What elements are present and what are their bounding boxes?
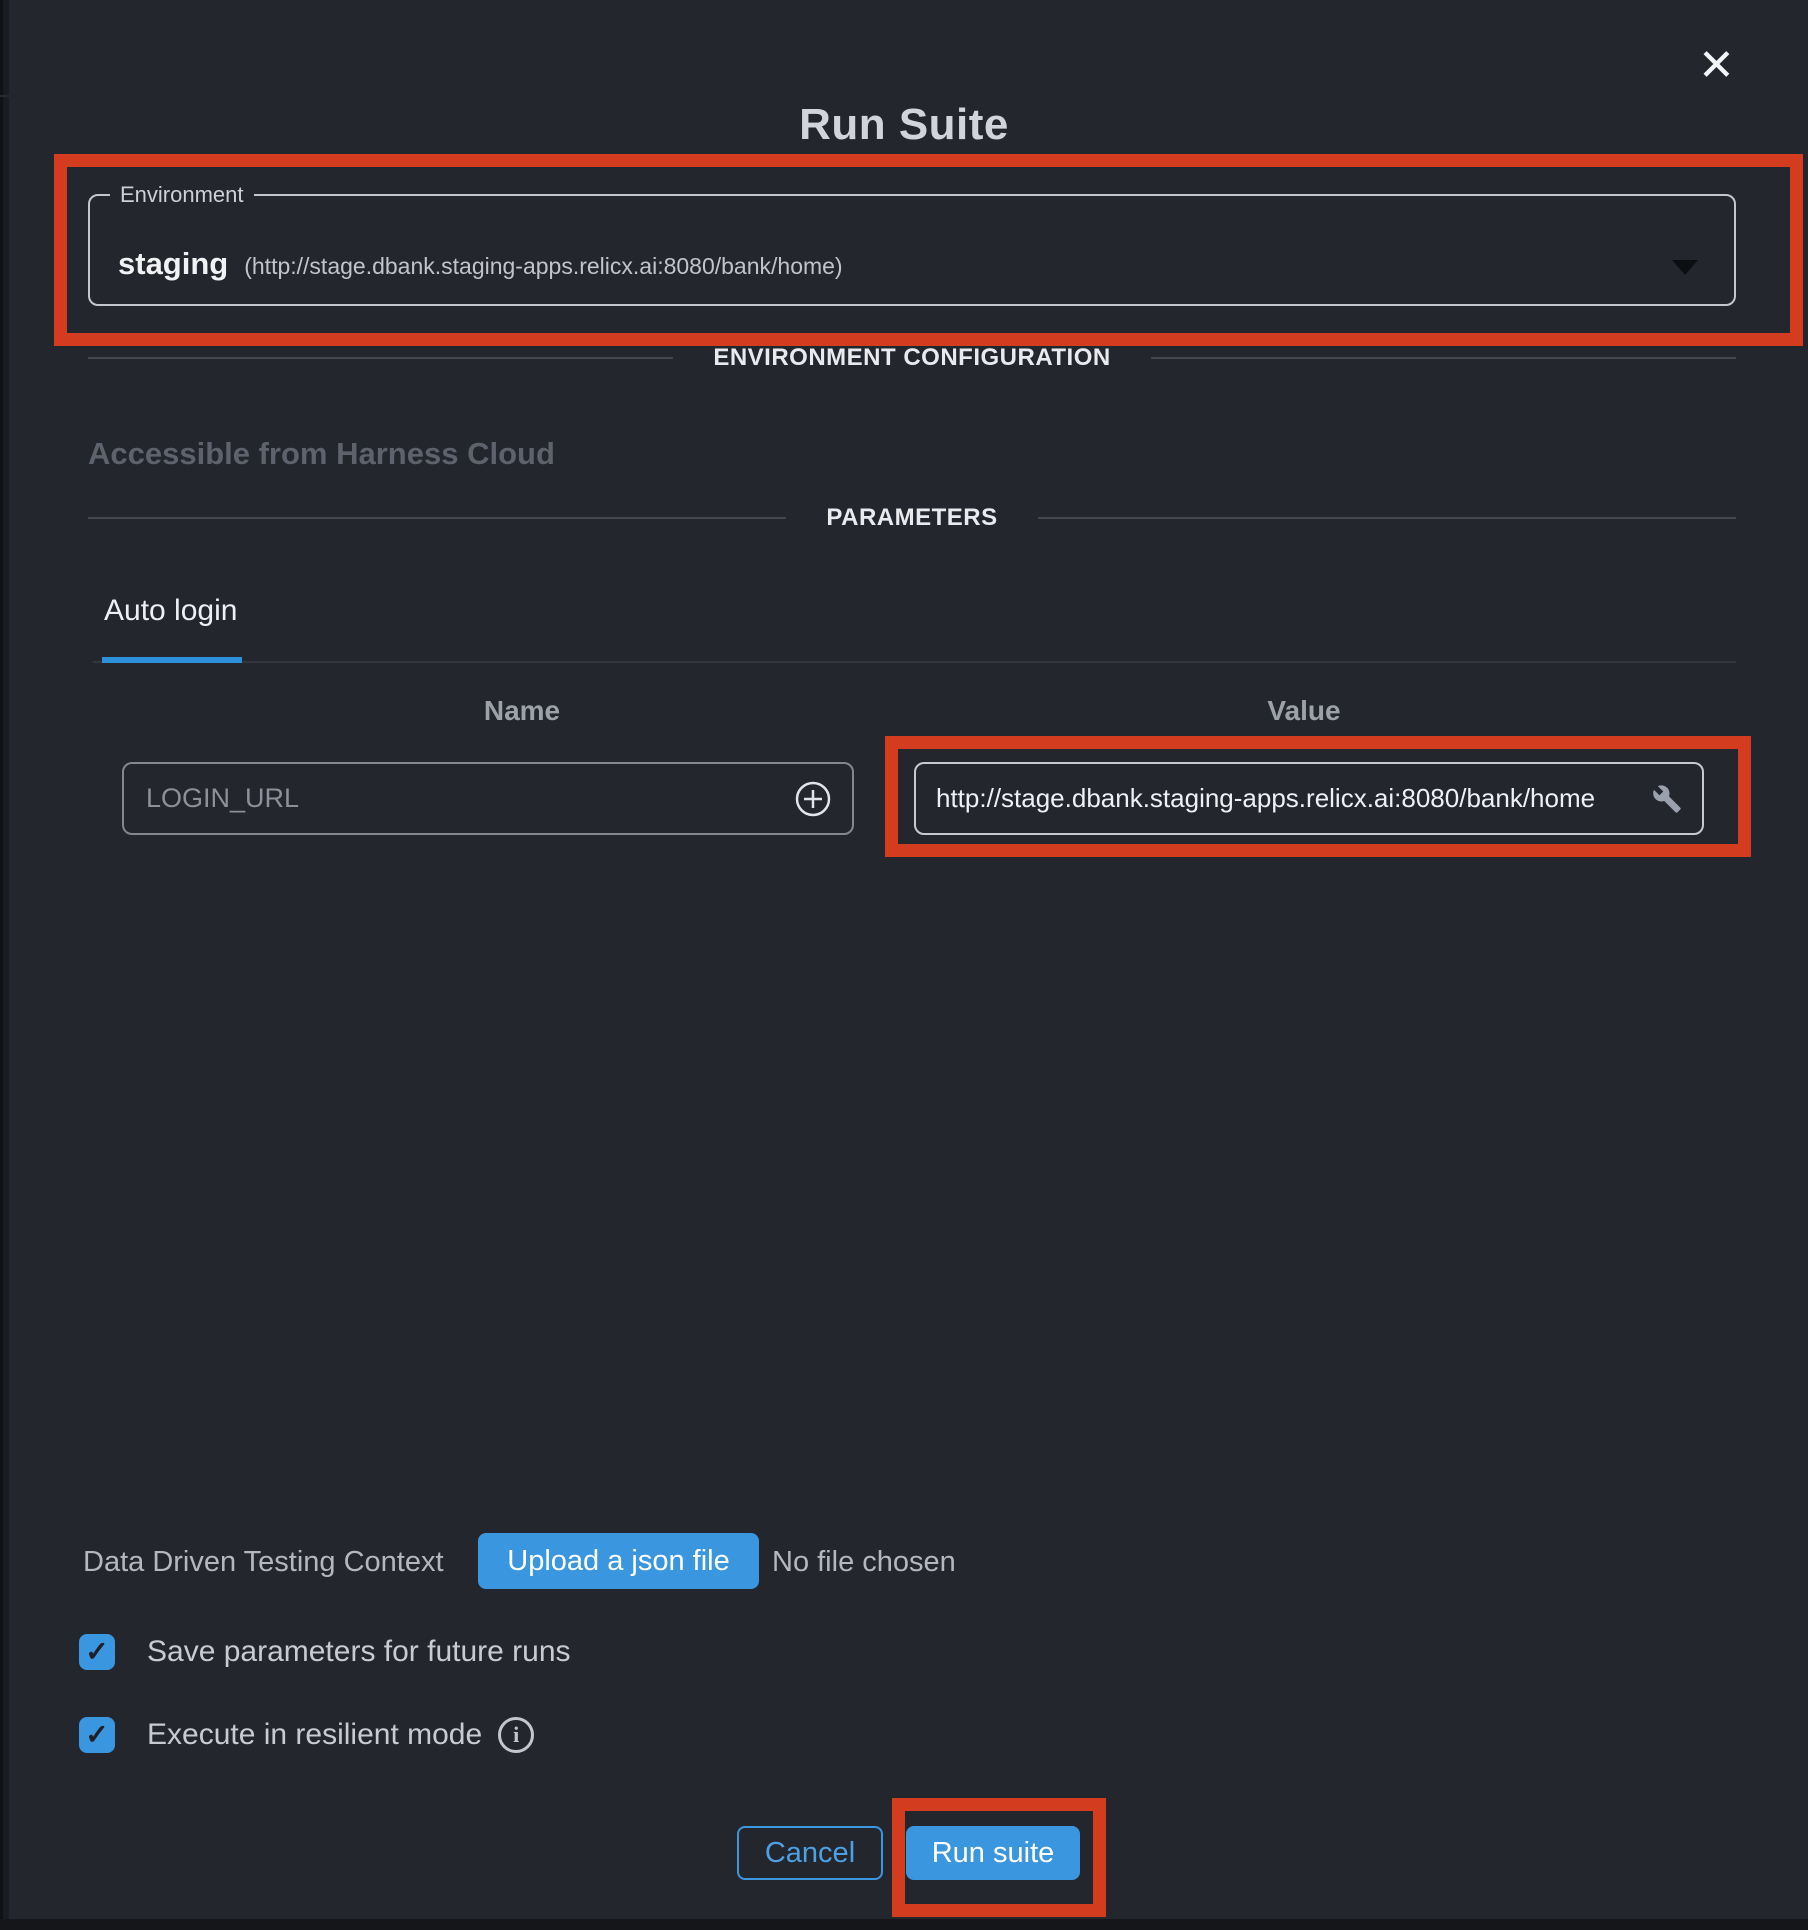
- page-edge-left: [0, 0, 9, 1930]
- close-icon[interactable]: ✕: [1698, 41, 1735, 90]
- name-column-header: Name: [483, 695, 561, 726]
- tab-track: [93, 661, 1736, 663]
- parameters-divider: [88, 504, 1736, 532]
- accessible-note: Accessible from Harness Cloud: [88, 436, 555, 471]
- parameter-value-input[interactable]: [914, 762, 1704, 835]
- divider-line: [1151, 357, 1736, 359]
- parameter-name-input[interactable]: [122, 762, 854, 835]
- save-parameters-label: Save parameters for future runs: [147, 1635, 571, 1668]
- tab-auto-login[interactable]: Auto login: [104, 594, 238, 627]
- save-parameters-checkbox[interactable]: [79, 1634, 115, 1670]
- resilient-mode-checkbox[interactable]: [79, 1717, 115, 1753]
- parameter-value-text: http://stage.dbank.staging-apps.relicx.ai:8080/bank/home: [936, 783, 1596, 813]
- parameters-heading: PARAMETERS: [826, 504, 998, 531]
- parameter-name-placeholder: LOGIN_URL: [146, 783, 300, 813]
- wrench-icon[interactable]: [1652, 784, 1682, 814]
- chevron-down-icon: [1672, 260, 1698, 275]
- data-driven-label: Data Driven Testing Context: [83, 1546, 444, 1578]
- checkmark-icon: ✓: [85, 1636, 109, 1667]
- file-status-text: No file chosen: [772, 1546, 956, 1578]
- environment-configuration-heading: ENVIRONMENT CONFIGURATION: [713, 344, 1111, 371]
- add-parameter-icon[interactable]: [794, 780, 832, 818]
- environment-name: staging: [118, 246, 229, 281]
- info-icon[interactable]: i: [498, 1717, 534, 1753]
- environment-configuration-divider: [88, 344, 1736, 372]
- checkmark-icon: ✓: [85, 1719, 109, 1750]
- environment-select[interactable]: [88, 182, 1736, 306]
- environment-url: (http://stage.dbank.staging-apps.relicx.ai:8080/bank/home): [244, 253, 843, 279]
- value-column-header: Value: [1267, 695, 1341, 726]
- resilient-mode-label: Execute in resilient mode: [147, 1718, 483, 1751]
- run-suite-button[interactable]: Run suite: [906, 1826, 1080, 1880]
- upload-json-button[interactable]: Upload a json file: [478, 1533, 759, 1589]
- divider-line: [88, 357, 673, 359]
- environment-label: Environment: [120, 182, 244, 207]
- divider-line: [88, 517, 786, 519]
- environment-selected-value: [118, 246, 843, 282]
- page-edge-bottom: [0, 1919, 1808, 1930]
- save-parameters-option: [79, 1634, 571, 1670]
- cancel-button[interactable]: Cancel: [737, 1826, 883, 1880]
- tab-active-indicator: [102, 657, 242, 663]
- dialog-title: Run Suite: [799, 100, 1009, 149]
- resilient-mode-option: [79, 1717, 534, 1753]
- divider-line: [1038, 517, 1736, 519]
